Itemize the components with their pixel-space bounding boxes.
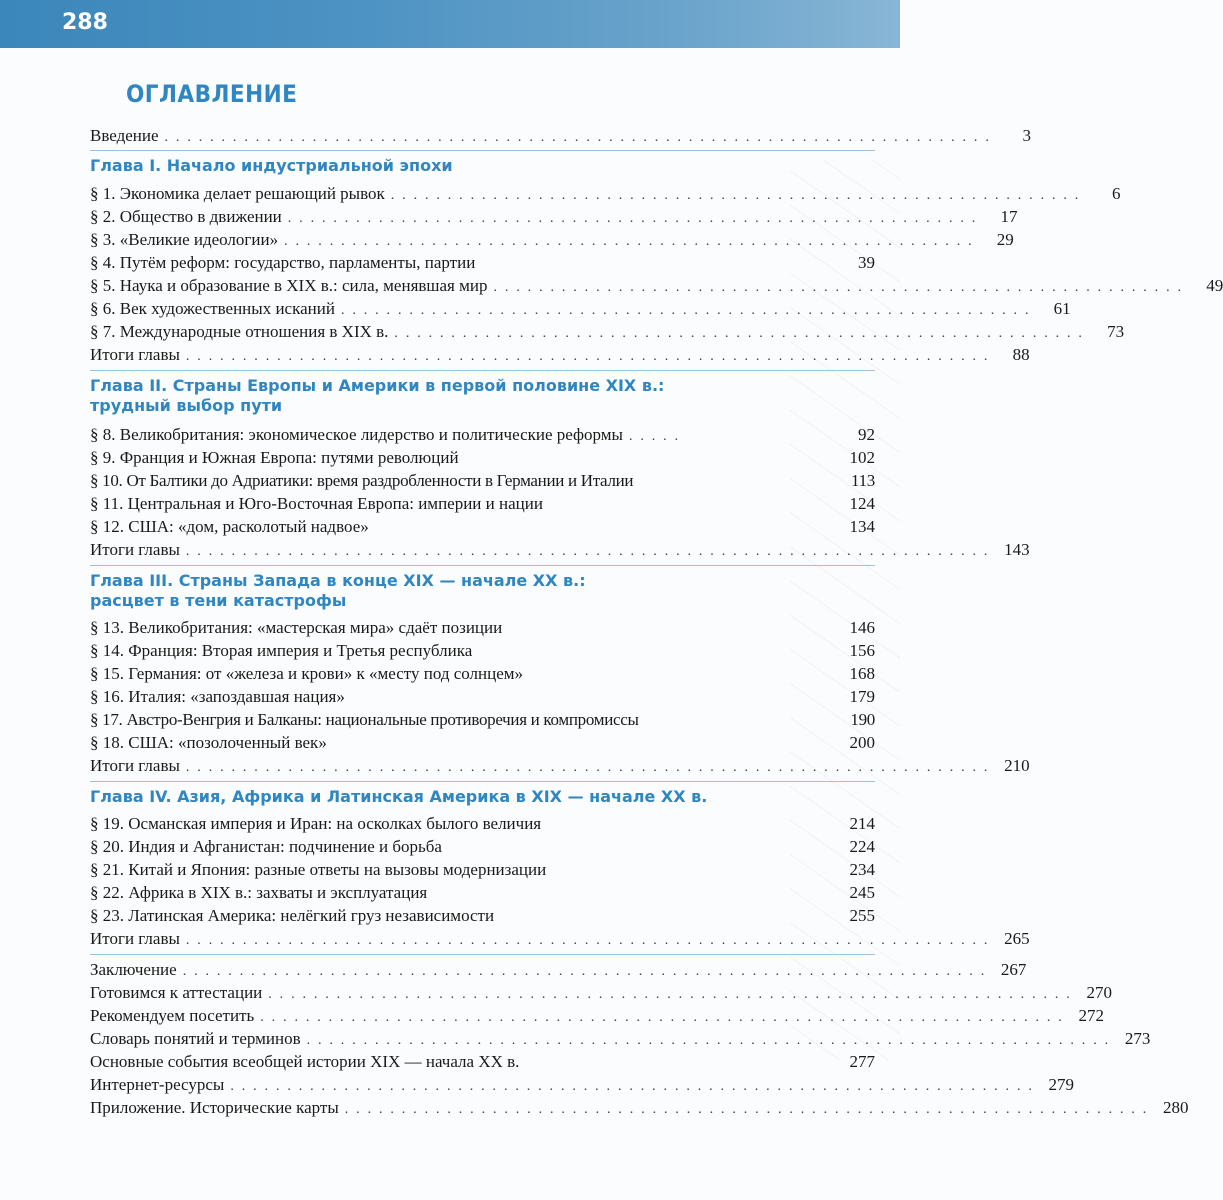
entry-label: § 11. Центральная и Юго-Восточная Европа: империи и нации xyxy=(90,494,543,513)
toc-entry[interactable] xyxy=(90,835,875,859)
leader-dots: . . . . . . . . . . . . . . . . . . . . . . . . . . . . . . . . . . . . . . . . . . . . . . . . . . . . . . . . . . . . . xyxy=(394,326,1085,341)
divider xyxy=(90,370,875,371)
toc-entry[interactable] xyxy=(90,881,875,905)
entry-page: 214 xyxy=(849,814,875,833)
toc-entry-appendix[interactable] xyxy=(90,1027,1151,1051)
toc-entry-appendix[interactable] xyxy=(90,981,1112,1005)
entry-page: 245 xyxy=(849,883,875,902)
entry-page: 39 xyxy=(858,253,875,272)
entry-label: Итоги главы xyxy=(90,929,180,948)
leader-dots: . . . . . . . . . . . . . . . . . . . . . . . . . . . . . . . . . . . . . . . . . . . . . . . . . . . . . . . . . . . . . . . . . . . . . . . . . xyxy=(164,130,992,145)
leader-dots: . . . . . . . . . . . . . . . . . . . . . . . . . . . . . . . . . . . . . . . . . . . . . . . . . . . . . . . . . . . . . . . . . . . . . . . xyxy=(185,544,990,559)
toc-entry[interactable] xyxy=(90,469,875,493)
leader-dots: . . . . . . . . . . . . . . . . . . . . . . . . . . . . . . . . . . . . . . . . . . . . . . . . . . . . . . . . . . . . . . . . . . . . . . . xyxy=(230,1079,1035,1094)
entry-page: 61 xyxy=(1053,299,1071,318)
entry-label: § 14. Франция: Вторая империя и Третья республика xyxy=(90,641,473,660)
toc-entry-intro[interactable] xyxy=(90,124,1032,148)
entry-page: 146 xyxy=(849,618,875,637)
toc-entry[interactable] xyxy=(90,205,1018,229)
toc-entry[interactable] xyxy=(90,731,875,755)
toc-entry[interactable] xyxy=(90,228,1014,252)
entry-page: 277 xyxy=(849,1052,875,1071)
toc-entry-summary[interactable] xyxy=(90,754,1030,778)
entry-page: 113 xyxy=(851,471,875,490)
toc-entry-appendix[interactable] xyxy=(90,1073,1075,1097)
toc-entry[interactable] xyxy=(90,182,1121,206)
entry-label: § 17. Австро-Венгрия и Балканы: национальные противоречия и компромиссы xyxy=(90,710,639,729)
entry-page: 29 xyxy=(996,230,1014,249)
entry-label: Словарь понятий и терминов xyxy=(90,1029,301,1048)
entry-page: 73 xyxy=(1107,322,1125,341)
leader-dots: . . . . . . . . . . . . . . . . . . . . . . . . . . . . . . . . . . . . . . . . . . . . . . . . . . . . . . . . . . . . . . . . . . . . . . . xyxy=(306,1033,1111,1048)
entry-page: 6 xyxy=(1111,184,1121,203)
leader-dots: . . . . . . . . . . . . . . . . . . . . . . . . . . . . . . . . . . . . . . . . . . . . . . . . . . . . . . . . . . . . . xyxy=(493,280,1184,295)
entry-page: 224 xyxy=(849,837,875,856)
entry-label: § 5. Наука и образование в XIX в.: сила, менявшая мир xyxy=(90,276,488,295)
toc-entry-summary[interactable] xyxy=(90,343,1030,367)
chapter-heading-line: трудный выбор пути xyxy=(90,396,283,415)
chapter-heading-3[interactable] xyxy=(90,571,850,611)
entry-page: 49 xyxy=(1206,276,1223,295)
entry-label: § 10. От Балтики до Адриатики: время раздробленности в Германии и Италии xyxy=(90,471,634,490)
entry-page: 234 xyxy=(849,860,875,879)
entry-label: § 7. Международные отношения в XIX в. xyxy=(90,322,389,341)
entry-page: 273 xyxy=(1124,1029,1151,1048)
entry-page: 143 xyxy=(1004,540,1030,559)
entry-page: 190 xyxy=(850,710,875,729)
entry-label: Итоги главы xyxy=(90,345,180,364)
entry-page: 265 xyxy=(1004,929,1030,948)
leader-dots: . . . . . . . . . . . . . . . . . . . . . . . . . . . . . . . . . . . . . . . . . . . . . . . . . . . . . . . . . . . . . . . . . . . . . . . xyxy=(185,349,990,364)
entry-label: § 21. Китай и Япония: разные ответы на вызовы модернизации xyxy=(90,860,547,879)
entry-page: 179 xyxy=(849,687,875,706)
toc-entry[interactable] xyxy=(90,446,875,470)
chapter-heading-line: расцвет в тени катастрофы xyxy=(90,591,347,610)
entry-page: 102 xyxy=(849,448,875,467)
entry-label: § 19. Османская империя и Иран: на осколках былого величия xyxy=(90,814,542,833)
entry-label: § 9. Франция и Южная Европа: путями революций xyxy=(90,448,459,467)
leader-dots: . . . . . . . . . . . . . . . . . . . . . . . . . . . . . . . . . . . . . . . . . . . . . . . . . . . . . . . . . . . . . . . . . . . . . . . xyxy=(185,933,990,948)
entry-label: § 1. Экономика делает решающий рывок xyxy=(90,184,385,203)
toc-entry[interactable] xyxy=(90,492,875,516)
entry-label: § 23. Латинская Америка: нелёгкий груз независимости xyxy=(90,906,495,925)
divider xyxy=(90,565,875,566)
toc-entry-appendix[interactable] xyxy=(90,1004,1104,1028)
page-title: ОГЛАВЛЕНИЕ xyxy=(126,80,298,108)
toc-entry[interactable] xyxy=(90,662,875,686)
toc-entry[interactable] xyxy=(90,639,875,663)
entry-page: 92 xyxy=(858,425,875,444)
chapter-heading-1[interactable]: Глава I. Начало индустриальной эпохи xyxy=(90,156,453,175)
entry-label: Готовимся к аттестации xyxy=(90,983,263,1002)
toc-entry[interactable] xyxy=(90,423,875,447)
entry-label: § 8. Великобритания: экономическое лидерство и политические реформы xyxy=(90,425,623,444)
toc-entry-summary[interactable] xyxy=(90,927,1030,951)
leader-dots: . . . . . . . . . . . . . . . . . . . . . . . . . . . . . . . . . . . . . . . . . . . . . . . . . . . . . . . . . . . . . . . . . . . . . . . xyxy=(260,1010,1064,1025)
entry-page: 270 xyxy=(1086,983,1112,1002)
entry-page: 156 xyxy=(849,641,875,660)
leader-dots: . . . . . . . . . . . . . . . . . . . . . . . . . . . . . . . . . . . . . . . . . . . . . . . . . . . . . . . . . . . . . . . . . . . . . . . xyxy=(268,987,1072,1002)
leader-dots: . . . . . . . . . . . . . . . . . . . . . . . . . . . . . . . . . . . . . . . . . . . . . . . . . . . . . . . . . . . . . xyxy=(284,234,974,249)
leader-dots: . . . . . xyxy=(628,429,681,444)
leader-dots: . . . . . . . . . . . . . . . . . . . . . . . . . . . . . . . . . . . . . . . . . . . . . . . . . . . . . . . . . . . . . xyxy=(287,211,978,226)
toc-entry-appendix[interactable] xyxy=(90,1050,875,1074)
entry-page: 3 xyxy=(1022,126,1032,145)
entry-page: 88 xyxy=(1012,345,1030,364)
entry-label: § 6. Век художественных исканий xyxy=(90,299,335,318)
toc-entry[interactable] xyxy=(90,708,875,732)
entry-page: 134 xyxy=(849,517,875,536)
toc-entry[interactable] xyxy=(90,616,875,640)
entry-label: Рекомендуем посетить xyxy=(90,1006,255,1025)
entry-label: § 16. Италия: «запоздавшая нация» xyxy=(90,687,345,706)
divider xyxy=(90,781,875,782)
chapter-heading-4[interactable]: Глава IV. Азия, Африка и Латинская Америка в XIX — начале XX в. xyxy=(90,787,708,806)
entry-page: 210 xyxy=(1004,756,1030,775)
divider xyxy=(90,150,875,151)
entry-label: § 4. Путём реформ: государство, парламенты, партии xyxy=(90,253,476,272)
toc-entry-summary[interactable] xyxy=(90,538,1030,562)
entry-label: Итоги главы xyxy=(90,756,180,775)
toc-entry[interactable] xyxy=(90,297,1071,321)
toc-entry[interactable] xyxy=(90,320,1125,344)
entry-label: § 3. «Великие идеологии» xyxy=(90,230,279,249)
toc-entry[interactable] xyxy=(90,904,875,928)
chapter-heading-2[interactable] xyxy=(90,376,850,416)
entry-label: Приложение. Исторические карты xyxy=(90,1098,339,1117)
leader-dots: . . . . . . . . . . . . . . . . . . . . . . . . . . . . . . . . . . . . . . . . . . . . . . . . . . . . . . . . . . . . . . . . . . . . . . . xyxy=(182,964,987,979)
entry-label: Основные события всеобщей истории XIX — начала XX в. xyxy=(90,1052,520,1071)
entry-page: 124 xyxy=(849,494,875,513)
toc-entry[interactable] xyxy=(90,274,1223,298)
entry-page: 168 xyxy=(849,664,875,683)
toc-entry[interactable] xyxy=(90,858,875,882)
toc-entry[interactable] xyxy=(90,812,875,836)
leader-dots: . . . . . . . . . . . . . . . . . . . . . . . . . . . . . . . . . . . . . . . . . . . . . . . . . . . . . . . . . . . . . xyxy=(390,188,1081,203)
entry-page: 280 xyxy=(1162,1098,1189,1117)
entry-label: Заключение xyxy=(90,960,177,979)
entry-page: 272 xyxy=(1078,1006,1104,1025)
leader-dots: . . . . . . . . . . . . . . . . . . . . . . . . . . . . . . . . . . . . . . . . . . . . . . . . . . . . . . . . . . . . . . . . . . . . . . . xyxy=(344,1102,1149,1117)
entry-page: 267 xyxy=(1000,960,1027,979)
toc-entry[interactable] xyxy=(90,685,875,709)
entry-label: Интернет-ресурсы xyxy=(90,1075,225,1094)
entry-page: 17 xyxy=(1000,207,1018,226)
toc-entry[interactable] xyxy=(90,515,875,539)
leader-dots: . . . . . . . . . . . . . . . . . . . . . . . . . . . . . . . . . . . . . . . . . . . . . . . . . . . . . . . . . . . . . xyxy=(340,303,1031,318)
entry-label: Введение xyxy=(90,126,159,145)
entry-label: § 18. США: «позолоченный век» xyxy=(90,733,327,752)
toc-entry[interactable] xyxy=(90,251,875,275)
entry-label: § 12. США: «дом, расколотый надвое» xyxy=(90,517,369,536)
entry-page: 200 xyxy=(849,733,875,752)
page-number: 288 xyxy=(62,10,108,35)
toc-entry-appendix[interactable] xyxy=(90,1096,1189,1120)
entry-page: 279 xyxy=(1048,1075,1075,1094)
entry-label: § 20. Индия и Афганистан: подчинение и борьба xyxy=(90,837,442,856)
chapter-heading-line: Глава II. Страны Европы и Америки в первой половине XIX в.: xyxy=(90,376,665,395)
divider xyxy=(90,954,875,955)
entry-label: § 2. Общество в движении xyxy=(90,207,282,226)
entry-page: 255 xyxy=(849,906,875,925)
entry-label: § 22. Африка в XIX в.: захваты и эксплуатация xyxy=(90,883,428,902)
entry-label: § 15. Германия: от «железа и крови» к «месту под солнцем» xyxy=(90,664,524,683)
chapter-heading-line: Глава III. Страны Запада в конце XIX — начале XX в.: xyxy=(90,571,586,590)
entry-label: Итоги главы xyxy=(90,540,180,559)
entry-label: § 13. Великобритания: «мастерская мира» сдаёт позиции xyxy=(90,618,503,637)
leader-dots: . . . . . . . . . . . . . . . . . . . . . . . . . . . . . . . . . . . . . . . . . . . . . . . . . . . . . . . . . . . . . . . . . . . . . . . xyxy=(185,760,990,775)
toc-entry-appendix[interactable] xyxy=(90,958,1027,982)
